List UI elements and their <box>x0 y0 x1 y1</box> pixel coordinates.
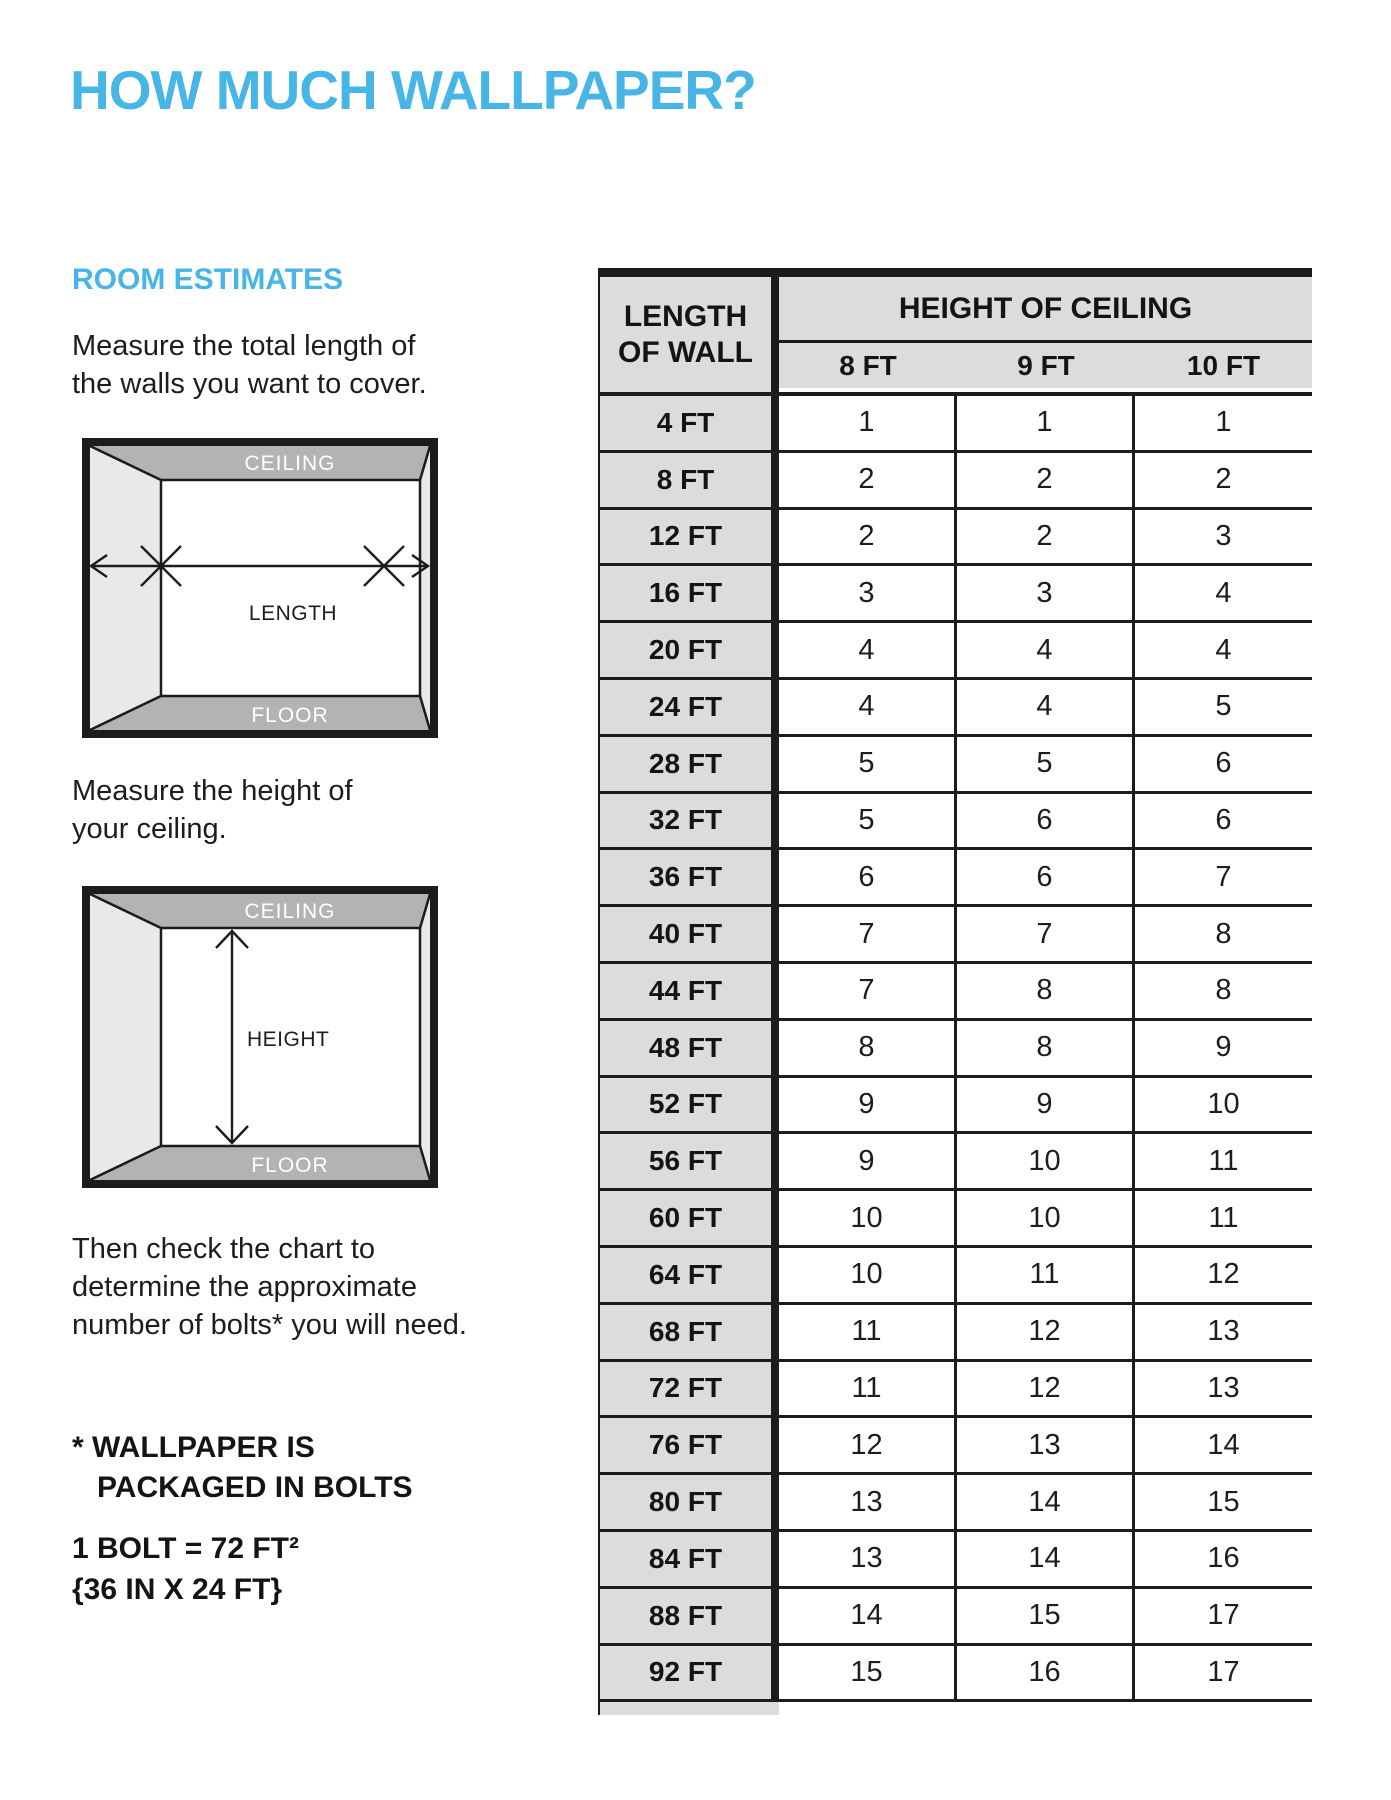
wall-length-cell: 16 FT <box>598 566 779 620</box>
footnote-line1: * WALLPAPER IS <box>72 1431 315 1464</box>
bolt-count-cell: 2 <box>1135 453 1312 507</box>
bolt-count-cell: 6 <box>1135 737 1312 791</box>
wall-length-cell: 12 FT <box>598 510 779 564</box>
wall-length-cell: 72 FT <box>598 1362 779 1416</box>
bolt-count-cell: 12 <box>779 1418 957 1472</box>
bolt-count-cell: 10 <box>957 1134 1135 1188</box>
bolt-count-cell: 5 <box>779 794 957 848</box>
bolt-count-cell: 8 <box>1135 907 1312 961</box>
bolt-count-cell: 11 <box>779 1362 957 1416</box>
wall-length-cell: 88 FT <box>598 1589 779 1643</box>
bolt-count-cell: 13 <box>779 1532 957 1586</box>
bolts-footnote <box>72 1428 413 1508</box>
bolt-count-cell: 14 <box>1135 1418 1312 1472</box>
bolt-count-cell: 5 <box>957 737 1135 791</box>
wall-length-cell: 36 FT <box>598 850 779 904</box>
bolt-count-cell: 1 <box>779 396 957 450</box>
bolt-count-cell: 2 <box>957 453 1135 507</box>
left-wall <box>90 446 161 730</box>
table-top-border <box>598 268 1312 277</box>
step-measure-height-text <box>72 772 353 848</box>
room-estimates-heading: ROOM ESTIMATES <box>72 263 344 296</box>
step2-line2: your ceiling. <box>72 813 227 845</box>
bolt-count-cell: 5 <box>779 737 957 791</box>
floor-label: FLOOR <box>251 1154 329 1177</box>
bolt-count-cell: 11 <box>1135 1191 1312 1245</box>
bolt-count-cell: 16 <box>1135 1532 1312 1586</box>
table-row <box>598 850 1312 907</box>
step3-line3: number of bolts* you will need. <box>72 1309 467 1341</box>
bolt-count-cell: 6 <box>957 850 1135 904</box>
ceiling-label: CEILING <box>244 900 336 923</box>
wall-length-cell: 24 FT <box>598 680 779 734</box>
wall-length-cell: 56 FT <box>598 1134 779 1188</box>
bolt-count-cell: 7 <box>779 907 957 961</box>
length-of-wall-header <box>598 277 779 392</box>
wall-length-cell: 76 FT <box>598 1418 779 1472</box>
step3-line1: Then check the chart to <box>72 1233 376 1265</box>
bolt-count-cell: 12 <box>1135 1248 1312 1302</box>
table-row <box>598 566 1312 623</box>
wall-length-cell: 44 FT <box>598 964 779 1018</box>
bolt-count-cell: 3 <box>779 566 957 620</box>
height-of-ceiling-header: HEIGHT OF CEILING <box>779 277 1312 343</box>
ceiling-height-subheader <box>779 343 1312 388</box>
bolt-count-cell: 6 <box>1135 794 1312 848</box>
bolt-count-cell: 14 <box>779 1589 957 1643</box>
table-row <box>598 1475 1312 1532</box>
bolt-count-cell: 7 <box>957 907 1135 961</box>
table-header <box>598 277 1312 396</box>
col-header-8ft: 8 FT <box>839 349 897 381</box>
bolt-count-cell: 8 <box>957 1021 1135 1075</box>
wall-length-cell: 28 FT <box>598 737 779 791</box>
bolt-count-cell: 8 <box>1135 964 1312 1018</box>
col-header-10ft: 10 FT <box>1186 349 1261 381</box>
bolt-count-cell: 12 <box>957 1305 1135 1359</box>
step3-line2: determine the approximate <box>72 1271 417 1303</box>
table-bottom-stub <box>598 1702 779 1715</box>
bolt-count-cell: 7 <box>779 964 957 1018</box>
bolt-count-cell: 4 <box>957 623 1135 677</box>
bolt-count-cell: 2 <box>957 510 1135 564</box>
bolt-count-cell: 9 <box>779 1134 957 1188</box>
bolt-count-cell: 14 <box>957 1532 1135 1586</box>
bolt-count-cell: 15 <box>779 1646 957 1700</box>
bolt-count-cell: 6 <box>957 794 1135 848</box>
bolt-count-cell: 4 <box>957 680 1135 734</box>
bolt-count-cell: 5 <box>1135 680 1312 734</box>
table-row <box>598 1305 1312 1362</box>
table-row <box>598 1191 1312 1248</box>
table-row <box>598 964 1312 1021</box>
table-row <box>598 1589 1312 1646</box>
bolt-count-cell: 3 <box>1135 510 1312 564</box>
right-wall <box>420 446 430 730</box>
bolt-count-cell: 13 <box>779 1475 957 1529</box>
length-header-line1: LENGTH <box>623 299 748 333</box>
bolt-count-cell: 16 <box>957 1646 1135 1700</box>
bolt-count-cell: 10 <box>1135 1078 1312 1132</box>
bolt-count-cell: 2 <box>779 453 957 507</box>
bolt-count-cell: 12 <box>957 1362 1135 1416</box>
bolt-count-cell: 9 <box>957 1078 1135 1132</box>
bolt-count-cell: 11 <box>957 1248 1135 1302</box>
footnote-line2: PACKAGED IN BOLTS <box>97 1471 413 1504</box>
wall-length-cell: 68 FT <box>598 1305 779 1359</box>
bolt-count-cell: 4 <box>779 623 957 677</box>
bolt-count-cell: 2 <box>779 510 957 564</box>
bolt-equation: 1 BOLT = 72 FT² <box>72 1532 299 1565</box>
length-label: LENGTH <box>248 602 338 625</box>
wall-length-cell: 92 FT <box>598 1646 779 1700</box>
left-wall <box>90 894 161 1180</box>
bolt-dimensions: {36 IN X 24 FT} <box>72 1573 283 1606</box>
wall-length-cell: 8 FT <box>598 453 779 507</box>
bolt-count-cell: 10 <box>779 1191 957 1245</box>
col-header-9ft: 9 FT <box>1017 349 1075 381</box>
bolt-count-cell: 1 <box>957 396 1135 450</box>
bolt-count-cell: 4 <box>1135 623 1312 677</box>
bolt-count-cell: 11 <box>1135 1134 1312 1188</box>
bolt-count-cell: 4 <box>1135 566 1312 620</box>
bolt-count-cell: 15 <box>957 1589 1135 1643</box>
table-row <box>598 396 1312 453</box>
bolt-count-cell: 9 <box>1135 1021 1312 1075</box>
table-row <box>598 1078 1312 1135</box>
step2-line1: Measure the height of <box>72 775 353 807</box>
bolt-count-cell: 15 <box>1135 1475 1312 1529</box>
table-row <box>598 1134 1312 1191</box>
bolt-definition <box>72 1528 299 1610</box>
wall-length-cell: 32 FT <box>598 794 779 848</box>
bolt-count-cell: 17 <box>1135 1646 1312 1700</box>
table-row <box>598 1362 1312 1419</box>
room-height-diagram <box>82 886 438 1188</box>
table-row <box>598 510 1312 567</box>
floor-label: FLOOR <box>251 704 329 727</box>
step-check-chart-text <box>72 1230 467 1344</box>
table-row <box>598 1248 1312 1305</box>
table-row <box>598 794 1312 851</box>
bolt-count-cell: 13 <box>957 1418 1135 1472</box>
wall-length-cell: 60 FT <box>598 1191 779 1245</box>
bolt-count-cell: 10 <box>779 1248 957 1302</box>
table-row <box>598 1021 1312 1078</box>
bolt-count-cell: 7 <box>1135 850 1312 904</box>
wall-length-cell: 64 FT <box>598 1248 779 1302</box>
bolts-table <box>598 268 1312 1715</box>
page-title: HOW MUCH WALLPAPER? <box>70 59 756 121</box>
bolt-count-cell: 8 <box>957 964 1135 1018</box>
wall-length-cell: 4 FT <box>598 396 779 450</box>
ceiling-label: CEILING <box>244 452 336 475</box>
wall-length-cell: 20 FT <box>598 623 779 677</box>
bolt-count-cell: 4 <box>779 680 957 734</box>
wall-length-cell: 48 FT <box>598 1021 779 1075</box>
room-length-diagram <box>82 438 438 738</box>
table-row <box>598 1646 1312 1703</box>
back-wall <box>161 480 420 696</box>
step1-line1: Measure the total length of <box>72 330 416 362</box>
ceiling-header-group <box>779 277 1312 392</box>
bolt-count-cell: 8 <box>779 1021 957 1075</box>
wall-length-cell: 80 FT <box>598 1475 779 1529</box>
table-row <box>598 907 1312 964</box>
table-row <box>598 623 1312 680</box>
step-measure-length-text <box>72 327 427 403</box>
step1-line2: the walls you want to cover. <box>72 368 427 400</box>
bolt-count-cell: 17 <box>1135 1589 1312 1643</box>
bolts-table-body <box>598 396 1312 1702</box>
bolt-count-cell: 6 <box>779 850 957 904</box>
bolt-count-cell: 3 <box>957 566 1135 620</box>
bolt-count-cell: 10 <box>957 1191 1135 1245</box>
table-row <box>598 453 1312 510</box>
bolt-count-cell: 1 <box>1135 396 1312 450</box>
wall-length-cell: 52 FT <box>598 1078 779 1132</box>
table-row <box>598 680 1312 737</box>
table-row <box>598 737 1312 794</box>
table-row <box>598 1418 1312 1475</box>
right-wall <box>420 894 430 1180</box>
wall-length-cell: 40 FT <box>598 907 779 961</box>
table-row <box>598 1532 1312 1589</box>
bolt-count-cell: 13 <box>1135 1362 1312 1416</box>
bolt-count-cell: 9 <box>779 1078 957 1132</box>
length-header-line2: OF WALL <box>618 335 753 369</box>
bolt-count-cell: 14 <box>957 1475 1135 1529</box>
bolt-count-cell: 13 <box>1135 1305 1312 1359</box>
height-label: HEIGHT <box>247 1028 330 1051</box>
wall-length-cell: 84 FT <box>598 1532 779 1586</box>
bolt-count-cell: 11 <box>779 1305 957 1359</box>
